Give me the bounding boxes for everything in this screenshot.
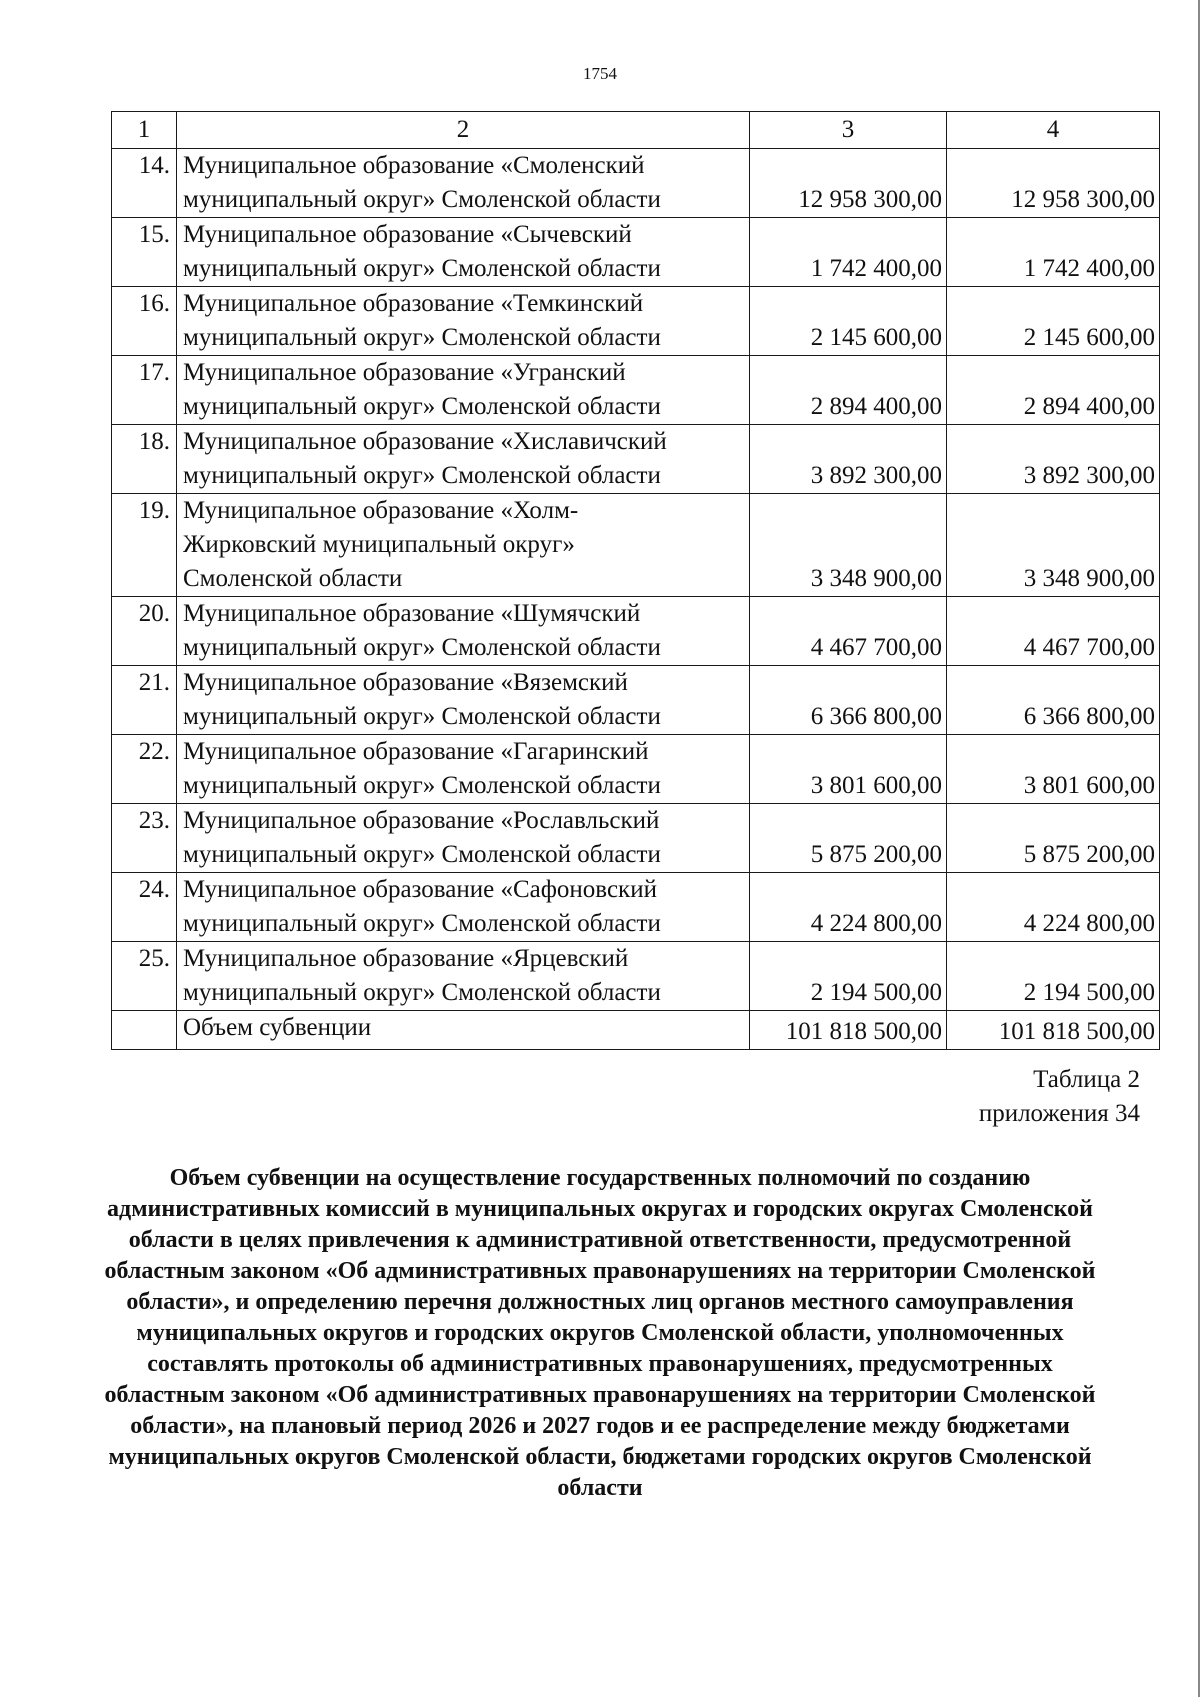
value-2027: 5 875 200,00 (947, 804, 1160, 873)
municipality-name: Муниципальное образование «Темкинский муниципальный округ» Смоленской области (177, 287, 750, 356)
row-number: 22. (112, 735, 177, 804)
value-2026: 3 801 600,00 (750, 735, 947, 804)
municipality-name: Муниципальное образование «Холм-Жирковский муниципальный округ» Смоленской области (177, 494, 750, 597)
caption-table-number: Таблица 2 (1033, 1066, 1140, 1093)
value-2027: 6 366 800,00 (947, 666, 1160, 735)
header-col-3: 3 (750, 112, 947, 149)
value-2027: 1 742 400,00 (947, 218, 1160, 287)
value-2027: 3 892 300,00 (947, 425, 1160, 494)
table-row (112, 597, 1160, 666)
row-number: 23. (112, 804, 177, 873)
value-2027: 3 348 900,00 (947, 494, 1160, 597)
value-2026: 2 894 400,00 (750, 356, 947, 425)
header-col-1: 1 (112, 112, 177, 149)
value-2026: 2 194 500,00 (750, 942, 947, 1011)
municipality-name: Муниципальное образование «Сафоновский муниципальный округ» Смоленской области (177, 873, 750, 942)
row-number: 14. (112, 149, 177, 218)
value-2026: 3 892 300,00 (750, 425, 947, 494)
table-row (112, 494, 1160, 597)
value-2026: 3 348 900,00 (750, 494, 947, 597)
municipality-name: Муниципальное образование «Смоленский муниципальный округ» Смоленской области (177, 149, 750, 218)
municipality-name: Муниципальное образование «Гагаринский муниципальный округ» Смоленской области (177, 735, 750, 804)
value-2027: 2 194 500,00 (947, 942, 1160, 1011)
table-row (112, 666, 1160, 735)
value-2027: 3 801 600,00 (947, 735, 1160, 804)
table-row (112, 804, 1160, 873)
table-row (112, 735, 1160, 804)
value-2027: 4 467 700,00 (947, 597, 1160, 666)
value-2026: 4 467 700,00 (750, 597, 947, 666)
header-col-2: 2 (177, 112, 750, 149)
row-number: 18. (112, 425, 177, 494)
row-number: 25. (112, 942, 177, 1011)
value-2026: 2 145 600,00 (750, 287, 947, 356)
document-title: Объем субвенции на осуществление государственных полномочий по созданию административных комиссий в муниципальных округах и городских округах Смоленской области в целях привлечения к административной ответственности, предусмотренной областным законом «Об административных правонарушениях на территории Смоленской области», и определению перечня должностных лиц органов местного самоуправления муниципальных округов и городских округов Смоленской области, уполномоченных составлять протоколы об административных правонарушениях, предусмотренных областным законом «Об административных правонарушениях на территории Смоленской области», на плановый период 2026 и 2027 годов и ее распределение между бюджетами муниципальных округов Смоленской области, бюджетами городских округов Смоленской области (104, 1165, 1096, 1501)
table-row (112, 218, 1160, 287)
table-caption (979, 1063, 1140, 1131)
row-number: 21. (112, 666, 177, 735)
table-row (112, 942, 1160, 1011)
row-number: 20. (112, 597, 177, 666)
value-2026: 12 958 300,00 (750, 149, 947, 218)
table-row (112, 425, 1160, 494)
subvention-table (111, 111, 1160, 1050)
municipality-name: Муниципальное образование «Шумячский муниципальный округ» Смоленской области (177, 597, 750, 666)
value-2027: 2 145 600,00 (947, 287, 1160, 356)
table-header-row (112, 112, 1160, 149)
table-row (112, 356, 1160, 425)
row-number: 24. (112, 873, 177, 942)
municipality-name: Муниципальное образование «Вяземский муниципальный округ» Смоленской области (177, 666, 750, 735)
row-number: 15. (112, 218, 177, 287)
value-2026: 5 875 200,00 (750, 804, 947, 873)
total-row (112, 1011, 1160, 1050)
municipality-name: Муниципальное образование «Хиславичский муниципальный округ» Смоленской области (177, 425, 750, 494)
value-2027: 4 224 800,00 (947, 873, 1160, 942)
total-label: Объем субвенции (177, 1011, 750, 1050)
value-2027: 2 894 400,00 (947, 356, 1160, 425)
value-2026: 4 224 800,00 (750, 873, 947, 942)
table-row (112, 873, 1160, 942)
municipality-name: Муниципальное образование «Угранский муниципальный округ» Смоленской области (177, 356, 750, 425)
caption-appendix: приложения 34 (978, 1100, 1140, 1127)
total-2026: 101 818 500,00 (750, 1011, 947, 1050)
page-number: 1754 (583, 64, 617, 83)
value-2026: 1 742 400,00 (750, 218, 947, 287)
table-row (112, 287, 1160, 356)
row-number: 19. (112, 494, 177, 597)
municipality-name: Муниципальное образование «Сычевский муниципальный округ» Смоленской области (177, 218, 750, 287)
value-2027: 12 958 300,00 (947, 149, 1160, 218)
header-col-4: 4 (947, 112, 1160, 149)
table-row (112, 149, 1160, 218)
municipality-name: Муниципальное образование «Рославльский муниципальный округ» Смоленской области (177, 804, 750, 873)
row-number: 17. (112, 356, 177, 425)
total-empty-cell (112, 1011, 177, 1050)
municipality-name: Муниципальное образование «Ярцевский муниципальный округ» Смоленской области (177, 942, 750, 1011)
value-2026: 6 366 800,00 (750, 666, 947, 735)
total-2027: 101 818 500,00 (947, 1011, 1160, 1050)
row-number: 16. (112, 287, 177, 356)
